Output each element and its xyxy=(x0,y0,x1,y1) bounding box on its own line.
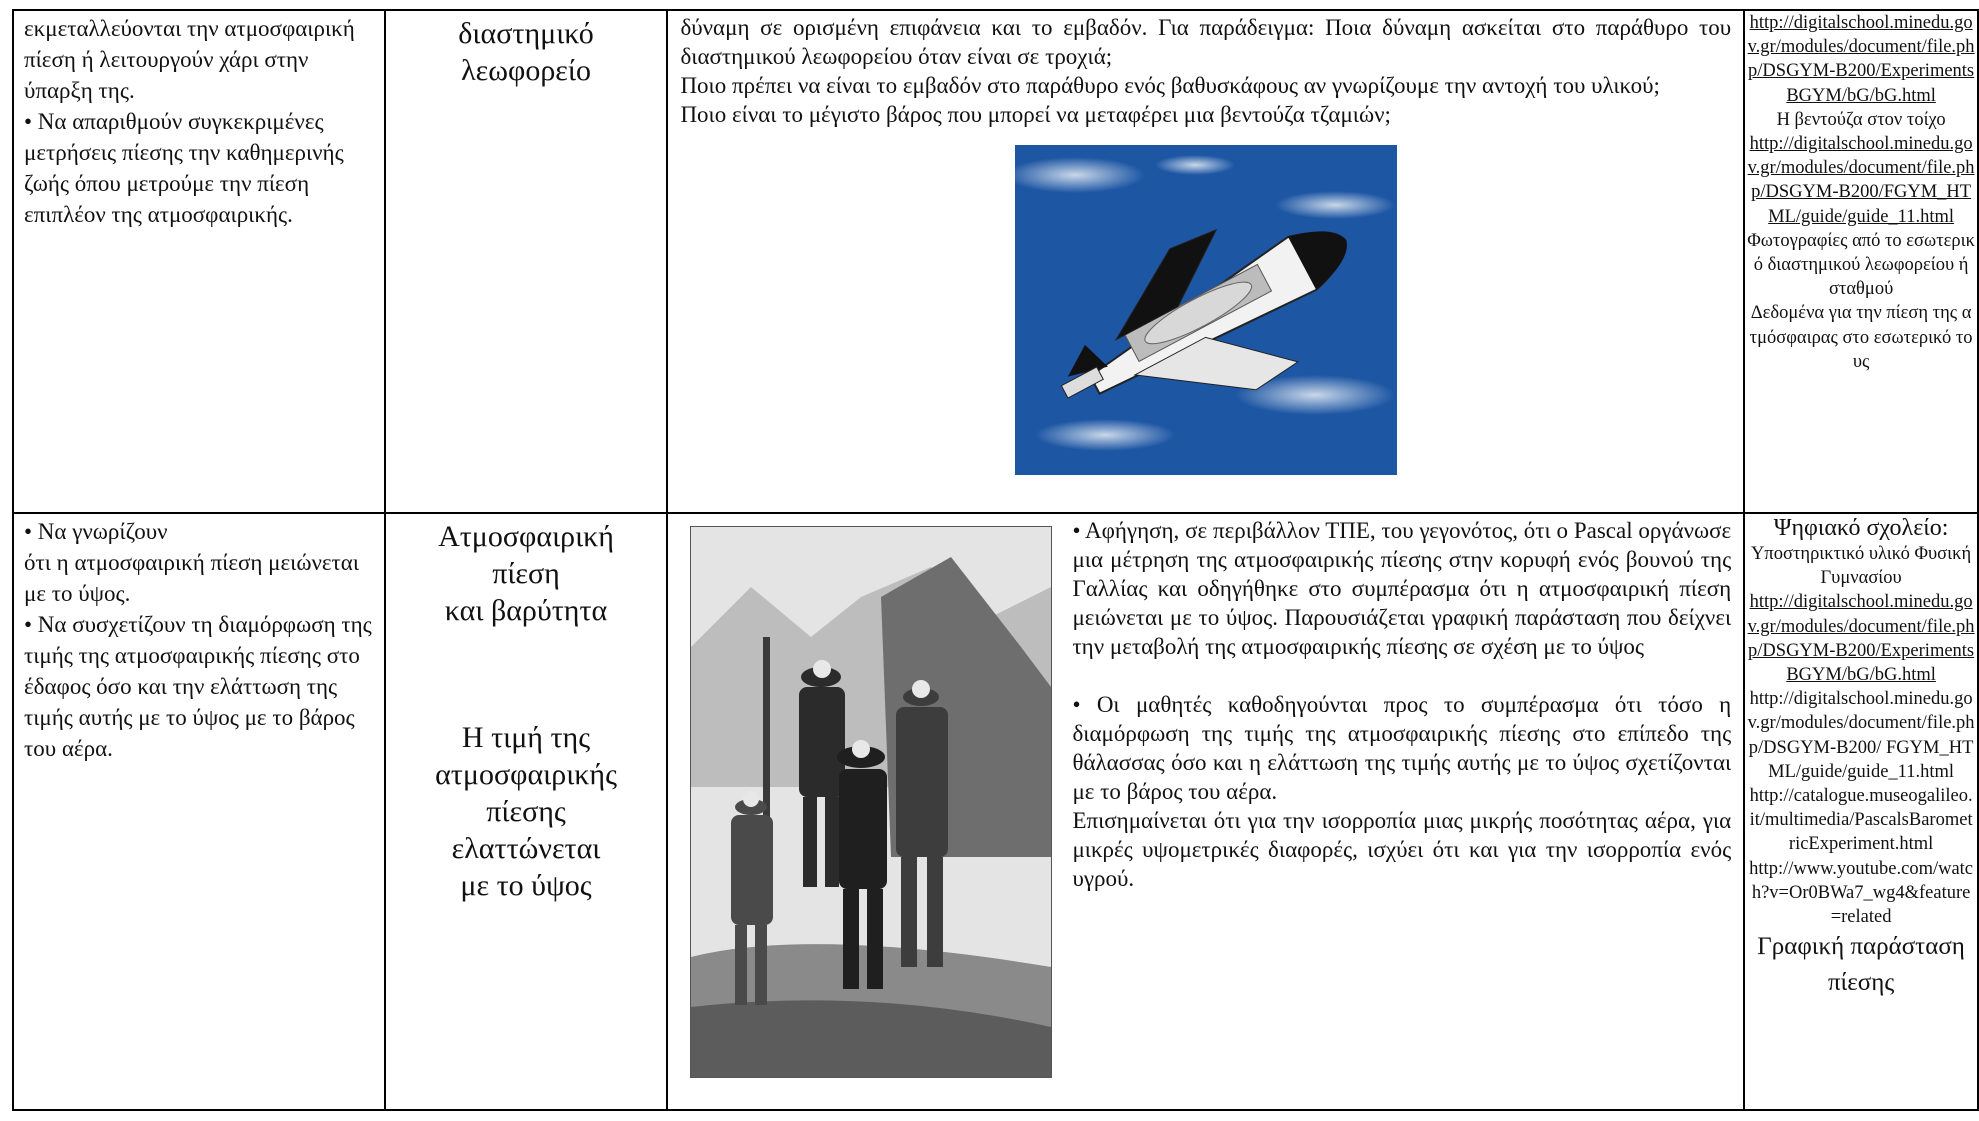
activity-text: • Αφήγηση, σε περιβάλλον ΤΠΕ, του γεγονότος, ότι ο Pascal οργάνωσε μια μέτρηση της ατμοσφαιρικής πίεσης στην κορυφή ενός βουνού της Γαλλίας και οδηγήθηκε στο συμπέρασμα ότι η ατμοσφαιρική πίεση μειώνεται με το ύψος. Παρουσιάζεται γραφική παράσταση που δείχνει την μεταβολή της ατμοσφαιρικής πίεσης σε σχέση με το ύψος xyxy=(1072,518,1732,659)
lesson-plan-table xyxy=(12,9,1979,1111)
topic-text: με το ύψος xyxy=(460,869,592,902)
topic-text: λεωφορείο xyxy=(461,54,591,87)
goal-text: ότι η ατμοσφαιρική πίεση μειώνεται με το ύψος. xyxy=(24,550,360,606)
topic-text: διαστημικό xyxy=(458,17,594,50)
topic-text: ατμοσφαιρικής xyxy=(435,758,617,791)
activity-cell xyxy=(667,513,1744,1110)
activity-text: δύναμη σε ορισμένη επιφάνεια και το εμβαδόν. Για παράδειγμα: Ποια δύναμη ασκείται στο παράθυρο του διαστημικού λεωφορείου όταν είναι σε τροχιά; xyxy=(680,15,1732,69)
goals-cell xyxy=(13,513,385,1110)
resource-text: Φωτογραφίες από το εσωτερικό διαστημικού λεωφορείου ή σταθμού xyxy=(1747,230,1975,300)
resource-link[interactable]: http://digitalschool.minedu.gov.gr/modules/document/file.php/DSGYM-B200/ExperimentsBGYM/bG/bG.html xyxy=(1747,13,1975,106)
resources-cell xyxy=(1744,10,1978,513)
topic-text: Η τιμή της xyxy=(461,721,591,754)
table-row xyxy=(13,513,1978,1110)
resource-link[interactable]: http://www.youtube.com/watch?v=Or0BWa7_wg4&feature=related xyxy=(1749,858,1974,928)
goal-text: • Να απαριθμούν συγκεκριμένες μετρήσεις πίεσης την καθημερινής ζωής όπου μετρούμε την πίεση επιπλέον της ατμοσφαιρικής. xyxy=(24,109,344,227)
goal-text: εκμεταλλεύονται την ατμοσφαιρική πίεση ή λειτουργούν χάρι στην ύπαρξη της. xyxy=(24,16,355,103)
activity-text: Επισημαίνεται ότι για την ισορροπία μιας μικρής ποσότητας αέρα, για μικρές υψομετρικές διαφορές, ισχύει ότι και για την ισορροπία ενός υγρού. xyxy=(1072,808,1732,891)
resources-title: Ψηφιακό σχολείο: xyxy=(1773,515,1949,541)
goal-text: • Να γνωρίζουν xyxy=(24,519,168,544)
topic-text: πίεσης xyxy=(486,795,566,828)
pascal-engraving-illustration xyxy=(690,526,1052,1078)
table-row xyxy=(13,10,1978,513)
activity-text: Ποιο πρέπει να είναι το εμβαδόν στο παράθυρο ενός βαθυσκάφους αν γνωρίζουμε την αντοχή του υλικού; xyxy=(680,73,1660,98)
space-shuttle-photo xyxy=(1015,145,1397,475)
resources-footer: Γραφική παράσταση πίεσης xyxy=(1757,933,1965,997)
resource-link[interactable]: http://catalogue.museogalileo.it/multimedia/PascalsBarometricExperiment.html xyxy=(1749,786,1973,855)
resource-text: Δεδομένα για την πίεση της ατμόσφαιρας στο εσωτερικό τους xyxy=(1749,303,1973,372)
goals-cell xyxy=(13,10,385,513)
activity-cell xyxy=(667,10,1744,513)
topic-cell xyxy=(385,513,668,1110)
resource-text: Υποστηρικτικό υλικό Φυσική Γυμνασίου xyxy=(1751,544,1972,589)
activity-text: • Οι μαθητές καθοδηγούνται προς το συμπέρασμα ότι τόσο η διαμόρφωση της τιμής της ατμοσφαιρικής πίεσης στο επίπεδο της θάλασσας όσο και η ελάττωση της τιμής αυτής με το ύψος σχετίζονται με το βάρος του αέρα. xyxy=(1072,692,1732,804)
resource-text: Η βεντούζα στον τοίχο xyxy=(1776,109,1946,130)
resources-cell xyxy=(1744,513,1978,1110)
topic-text: και βαρύτητα xyxy=(444,594,608,627)
topic-cell xyxy=(385,10,668,513)
goal-text: • Να συσχετίζουν τη διαμόρφωση της τιμής της ατμοσφαιρικής πίεσης στο έδαφος όσο και την ελάττωση της τιμής αυτής με το ύψος με το βάρος του αέρα. xyxy=(24,612,372,761)
activity-text: Ποιο είναι το μέγιστο βάρος που μπορεί να μεταφέρει μια βεντούζα τζαμιών; xyxy=(680,102,1391,127)
resource-link[interactable]: http://digitalschool.minedu.gov.gr/modules/document/file.php/DSGYM-B200/ FGYM_HTML/guide/guide_11.html xyxy=(1747,689,1975,782)
topic-text: πίεση xyxy=(492,557,560,590)
resource-link[interactable]: http://digitalschool.minedu.gov.gr/modules/document/file.php/DSGYM-B200/ExperimentsBGYM/bG/bG.html xyxy=(1747,592,1975,686)
resource-link[interactable]: http://digitalschool.minedu.gov.gr/modules/document/file.php/DSGYM-B200/FGYM_HTML/guide/guide_11.html xyxy=(1747,134,1975,227)
topic-text: ελαττώνεται xyxy=(451,832,601,865)
topic-text: Ατμοσφαιρική xyxy=(438,520,614,553)
